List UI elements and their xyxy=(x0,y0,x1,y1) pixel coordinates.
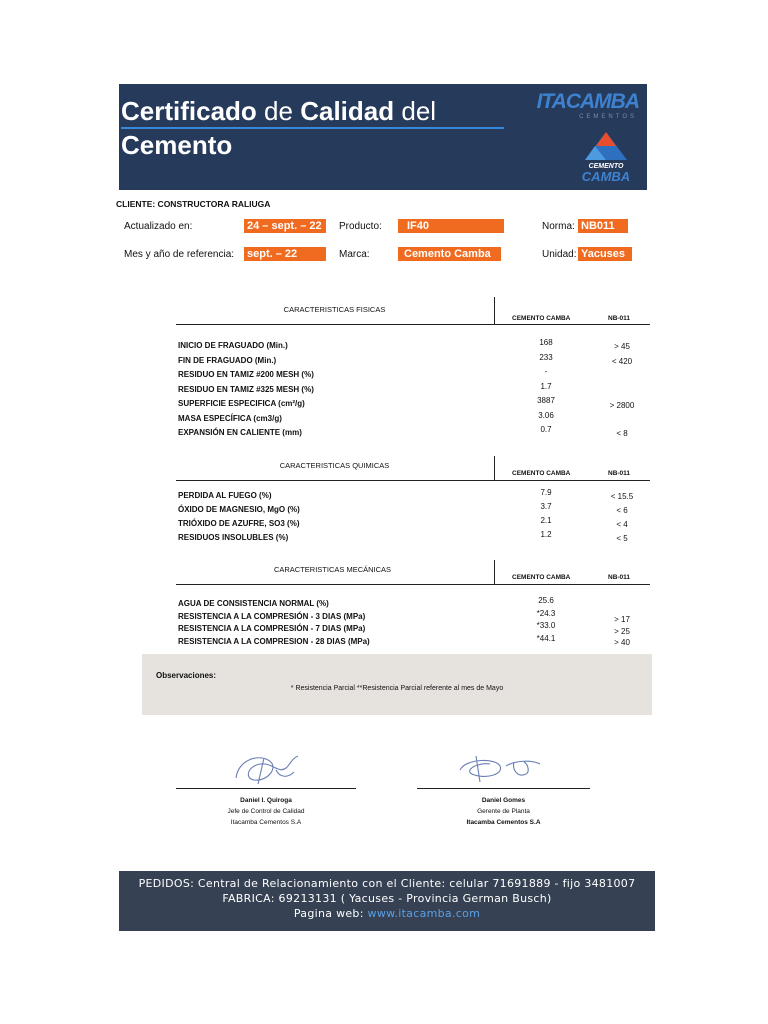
logo-product-bottom: CAMBA xyxy=(581,169,631,184)
product-label: Producto: xyxy=(339,221,382,232)
section-rule xyxy=(176,480,650,481)
brand-value: Cemento Camba xyxy=(398,247,501,261)
physical-row-value: 168 xyxy=(539,338,553,347)
contact-footer xyxy=(119,871,655,931)
reference-label: Mes y año de referencia: xyxy=(124,249,235,260)
chemical-row-value: 2.1 xyxy=(540,516,552,525)
column-header-norm: NB-011 xyxy=(608,470,631,477)
section-divider xyxy=(494,297,495,325)
chemical-row-value: 1.2 xyxy=(540,530,552,539)
chemical-row-limit: < 15.5 xyxy=(610,492,634,501)
physical-row-value: 0.7 xyxy=(540,425,552,434)
physical-row-value: 1.7 xyxy=(540,381,552,391)
signature-2-line xyxy=(417,788,590,789)
chemical-row-value: 7.9 xyxy=(540,488,552,497)
physical-row-value: - xyxy=(544,367,548,376)
mechanical-row-label: RESISTENCIA A LA COMPRESIÓN - 3 DIAS (MPa) xyxy=(178,611,366,621)
unit-value: Yacuses xyxy=(578,247,632,261)
updated-label: Actualizado en: xyxy=(124,221,193,232)
product-value: IF40 xyxy=(398,219,504,233)
chemical-row-label: RESIDUOS INSOLUBLES (%) xyxy=(178,533,289,542)
mechanical-section-title: CARACTERISTICAS MECÁNICAS xyxy=(273,565,392,574)
signature-1-block xyxy=(176,795,356,828)
column-header-value: CEMENTO CAMBA xyxy=(512,470,571,477)
physical-row-label: SUPERFICIE ESPECIFICA (cm²/g) xyxy=(178,399,305,408)
physical-row-value: 233 xyxy=(539,352,553,362)
footer-factory-line: FABRICA: 69213131 ( Yacuses - Provincia German Busch) xyxy=(222,892,552,905)
mechanical-row-label: RESISTENCIA A LA COMPRESIÓN - 7 DIAS (MPa) xyxy=(178,624,366,633)
unit-label: Unidad: xyxy=(542,249,577,260)
physical-section-title: CARACTERISTICAS FISICAS xyxy=(283,305,386,314)
physical-row-label: INICIO DE FRAGUADO (Min.) xyxy=(178,341,288,350)
physical-row-label: EXPANSIÓN EN CALIENTE (mm) xyxy=(178,428,302,437)
mechanical-row-limit: > 25 xyxy=(614,627,630,636)
certificate-header xyxy=(119,84,647,190)
section-divider xyxy=(494,560,495,585)
mechanical-row-label: AGUA DE CONSISTENCIA NORMAL (%) xyxy=(178,599,329,608)
norm-label: Norma: xyxy=(542,221,575,232)
signature-1-image xyxy=(228,748,308,788)
chemical-row-value: 3.7 xyxy=(540,502,552,511)
footer-orders-line: PEDIDOS: Central de Relacionamiento con el Cliente: celular 71691889 - fijo 3481007 xyxy=(138,877,636,890)
chemical-row-label: ÓXIDO DE MAGNESIO, MgO (%) xyxy=(178,505,300,514)
signature-2-name: Daniel Gomes xyxy=(481,797,526,804)
chemical-row-limit: < 5 xyxy=(616,534,628,543)
physical-row-label: RESIDUO EN TAMIZ #200 MESH (%) xyxy=(178,370,314,379)
page-title: Certificado de Calidad del xyxy=(121,96,437,126)
mechanical-row-value: *33.0 xyxy=(536,621,556,630)
column-header-norm: NB-011 xyxy=(608,574,631,581)
itacamba-logo-subtitle: CEMENTOS xyxy=(579,114,637,120)
logo-product-top: CEMENTO xyxy=(588,163,624,170)
column-header-value: CEMENTO CAMBA xyxy=(512,574,571,581)
physical-row-label: MASA ESPECÍFICA (cm3/g) xyxy=(178,413,282,423)
observations-box xyxy=(142,654,652,715)
mechanical-row-limit: > 17 xyxy=(614,614,630,624)
physical-row-label: FIN DE FRAGUADO (Min.) xyxy=(178,355,277,365)
updated-value: 24 – sept. – 22 xyxy=(244,219,326,233)
chemical-section-title: CARACTERISTICAS QUIMICAS xyxy=(279,461,390,470)
signature-2-company: Itacamba Cementos S.A xyxy=(466,819,541,826)
column-header-value: CEMENTO CAMBA xyxy=(512,315,571,322)
mechanical-row-limit: > 40 xyxy=(614,637,630,647)
physical-row-limit: < 8 xyxy=(616,429,628,438)
website-link[interactable]: www.itacamba.com xyxy=(367,907,481,920)
column-header-norm: NB-011 xyxy=(608,315,631,322)
physical-row-limit: < 420 xyxy=(611,356,633,366)
chemical-row-limit: < 4 xyxy=(616,520,628,529)
mechanical-row-label: RESISTENCIA A LA COMPRESION - 28 DIAS (MPa) xyxy=(178,636,370,646)
chemical-row-label: PERDIDA AL FUEGO (%) xyxy=(178,491,272,500)
section-rule xyxy=(176,324,650,325)
signature-2-image xyxy=(456,752,546,788)
norm-value: NB011 xyxy=(578,219,628,233)
footer-web-line xyxy=(119,907,655,920)
observations-text: * Resistencia Parcial **Resistencia Parcial referente al mes de Mayo xyxy=(290,685,504,692)
section-rule xyxy=(176,584,650,585)
signature-2-role: Gerente de Planta xyxy=(477,808,530,815)
mechanical-row-value: *24.3 xyxy=(536,608,556,618)
signature-2-block xyxy=(417,795,590,828)
client-name: CLIENTE: CONSTRUCTORA RALIUGA xyxy=(116,199,271,209)
physical-row-value: 3887 xyxy=(537,396,555,405)
physical-row-limit: > 45 xyxy=(614,342,630,351)
physical-row-value: 3.06 xyxy=(538,410,554,420)
section-divider xyxy=(494,456,495,481)
mechanical-row-value: *44.1 xyxy=(536,633,556,643)
observations-label: Observaciones: xyxy=(156,671,217,680)
brand-label: Marca: xyxy=(339,249,370,260)
page-title-line2: Cemento xyxy=(121,130,233,160)
signature-1-company: Itacamba Cementos S.A xyxy=(230,819,302,826)
mechanical-row-value: 25.6 xyxy=(538,596,554,605)
signature-1-line xyxy=(176,788,356,789)
itacamba-logo: ITACAMBA xyxy=(536,90,639,113)
reference-value: sept. – 22 xyxy=(244,247,326,261)
physical-row-label: RESIDUO EN TAMIZ #325 MESH (%) xyxy=(178,384,314,394)
cemento-camba-logo-icon xyxy=(571,130,641,184)
physical-row-limit: > 2800 xyxy=(609,401,635,410)
chemical-row-label: TRIÓXIDO DE AZUFRE, SO3 (%) xyxy=(178,519,300,528)
title-underline xyxy=(121,127,504,129)
signature-1-role: Jefe de Control de Calidad xyxy=(227,808,305,815)
footer-web-label: Pagina web: xyxy=(293,907,364,920)
chemical-row-limit: < 6 xyxy=(616,506,628,515)
signature-1-name: Daniel I. Quiroga xyxy=(240,797,292,804)
